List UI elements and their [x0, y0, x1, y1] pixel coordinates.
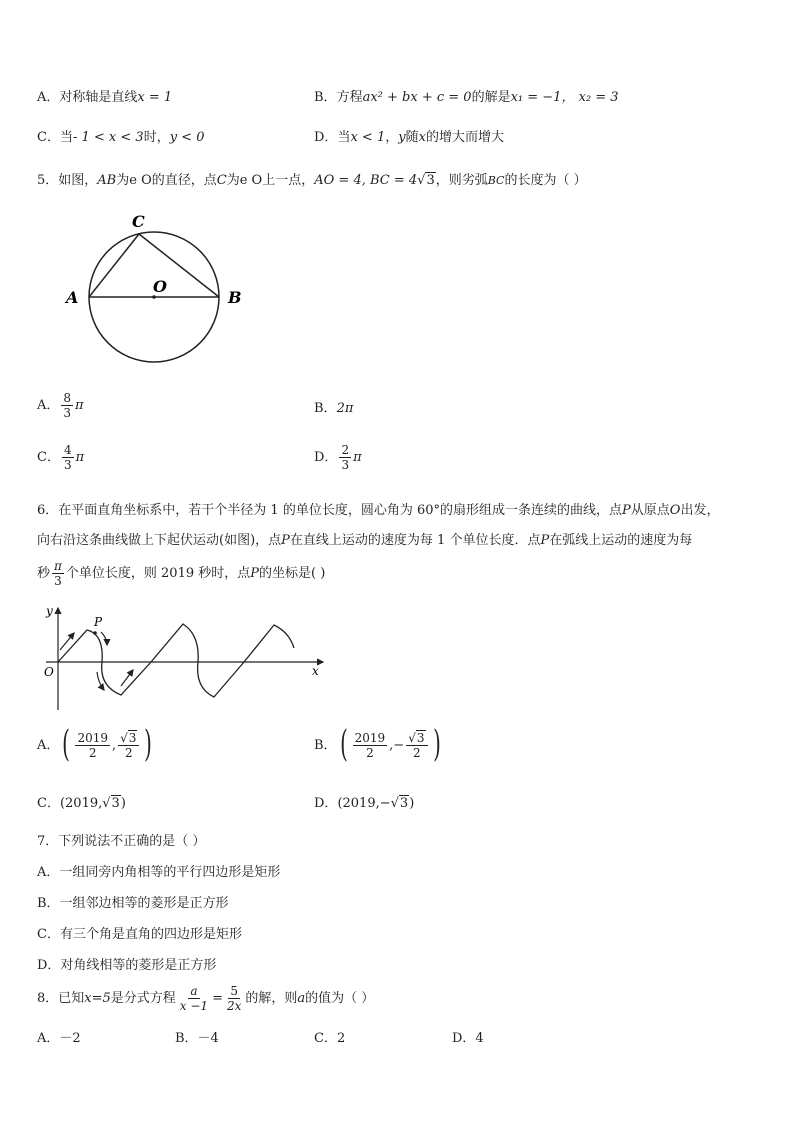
q4-option-b: B．方程ax² + bx + c = 0的解是x₁ = −1， x₂ = 3: [314, 90, 619, 105]
q7-stem: 7．下列说法不正确的是（ ）: [37, 834, 206, 849]
label-x: x: [312, 664, 319, 678]
q4-option-c: C．当- 1 < x < 3时，y < 0: [37, 130, 205, 145]
chord-bc: [139, 234, 219, 297]
label-o: O: [153, 277, 167, 296]
label-o: O: [44, 665, 54, 679]
q8-option-c: C．2: [314, 1031, 346, 1046]
q5-option-c: C． $\frac{4}{3}$ π: [37, 443, 85, 472]
q5-option-a: A． $\frac{8}{3}$ π: [37, 391, 84, 420]
q8-option-d: D．4: [452, 1031, 484, 1046]
q6-option-c: C．(2019,√3): [37, 796, 126, 811]
q8-option-a: A．－2: [37, 1031, 81, 1046]
q6-option-a: A． ( $\frac{2019}{2}$ , $\frac{√3}{2}$ ): [37, 724, 153, 765]
wave-curve: [58, 624, 294, 697]
q4-option-d: D．当x < 1，y随x的增大而增大: [314, 130, 504, 145]
q7-option-b: B．一组邻边相等的菱形是正方形: [37, 896, 229, 911]
q5-stem: 5．如图，AB为e O的直径，点C为e O上一点，AO = 4, BC = 4√3，则劣弧BC的长度为（ ）: [37, 173, 587, 188]
q6-option-b: B． ( $\frac{2019}{2}$ , − $\frac{√3}{2}$ ): [314, 724, 441, 765]
arrow-2: [101, 632, 107, 645]
q6-line-1: 6．在平面直角坐标系中，若干个半径为 1 的单位长度，圆心角为 60°的扇形组成一条连续的曲线，点P从原点O出发，: [37, 503, 720, 518]
q6-curve-figure: [38, 600, 338, 715]
point-p: [93, 631, 97, 635]
q7-option-d: D．对角线相等的菱形是正方形: [37, 958, 217, 973]
q8-option-b: B．－4: [175, 1031, 219, 1046]
q7-option-c: C．有三个角是直角的四边形是矩形: [37, 927, 242, 942]
q7-option-a: A．一组同旁内角相等的平行四边形是矩形: [37, 865, 281, 880]
q5-circle-figure: [60, 208, 260, 383]
q5-option-d: D． $\frac{2}{3}$ π: [314, 443, 362, 472]
label-c: C: [132, 212, 145, 231]
q6-line-3: 秒 $\frac{\pi}{3}$ 个单位长度，则 2019 秒时，点P的坐标是( ): [37, 559, 326, 588]
q6-line-2: 向右沿这条曲线做上下起伏运动(如图)，点P在直线上运动的速度为每 1 个单位长度．点P在弧线上运动的速度为每: [37, 533, 693, 548]
label-b: B: [228, 288, 242, 307]
q6-option-d: D．(2019,−√3): [314, 796, 415, 811]
q8-stem: 8．已知x=5是分式方程 $\frac{a}{x -1}$ = $\frac{5}{2x}$ 的解，则a的值为（ ）: [37, 984, 375, 1013]
label-y: y: [46, 604, 53, 618]
label-p: P: [94, 615, 103, 629]
q5-option-b: B．2π: [314, 401, 354, 416]
label-a: A: [66, 288, 79, 307]
q4-option-a: A．对称轴是直线x = 1: [37, 90, 173, 105]
